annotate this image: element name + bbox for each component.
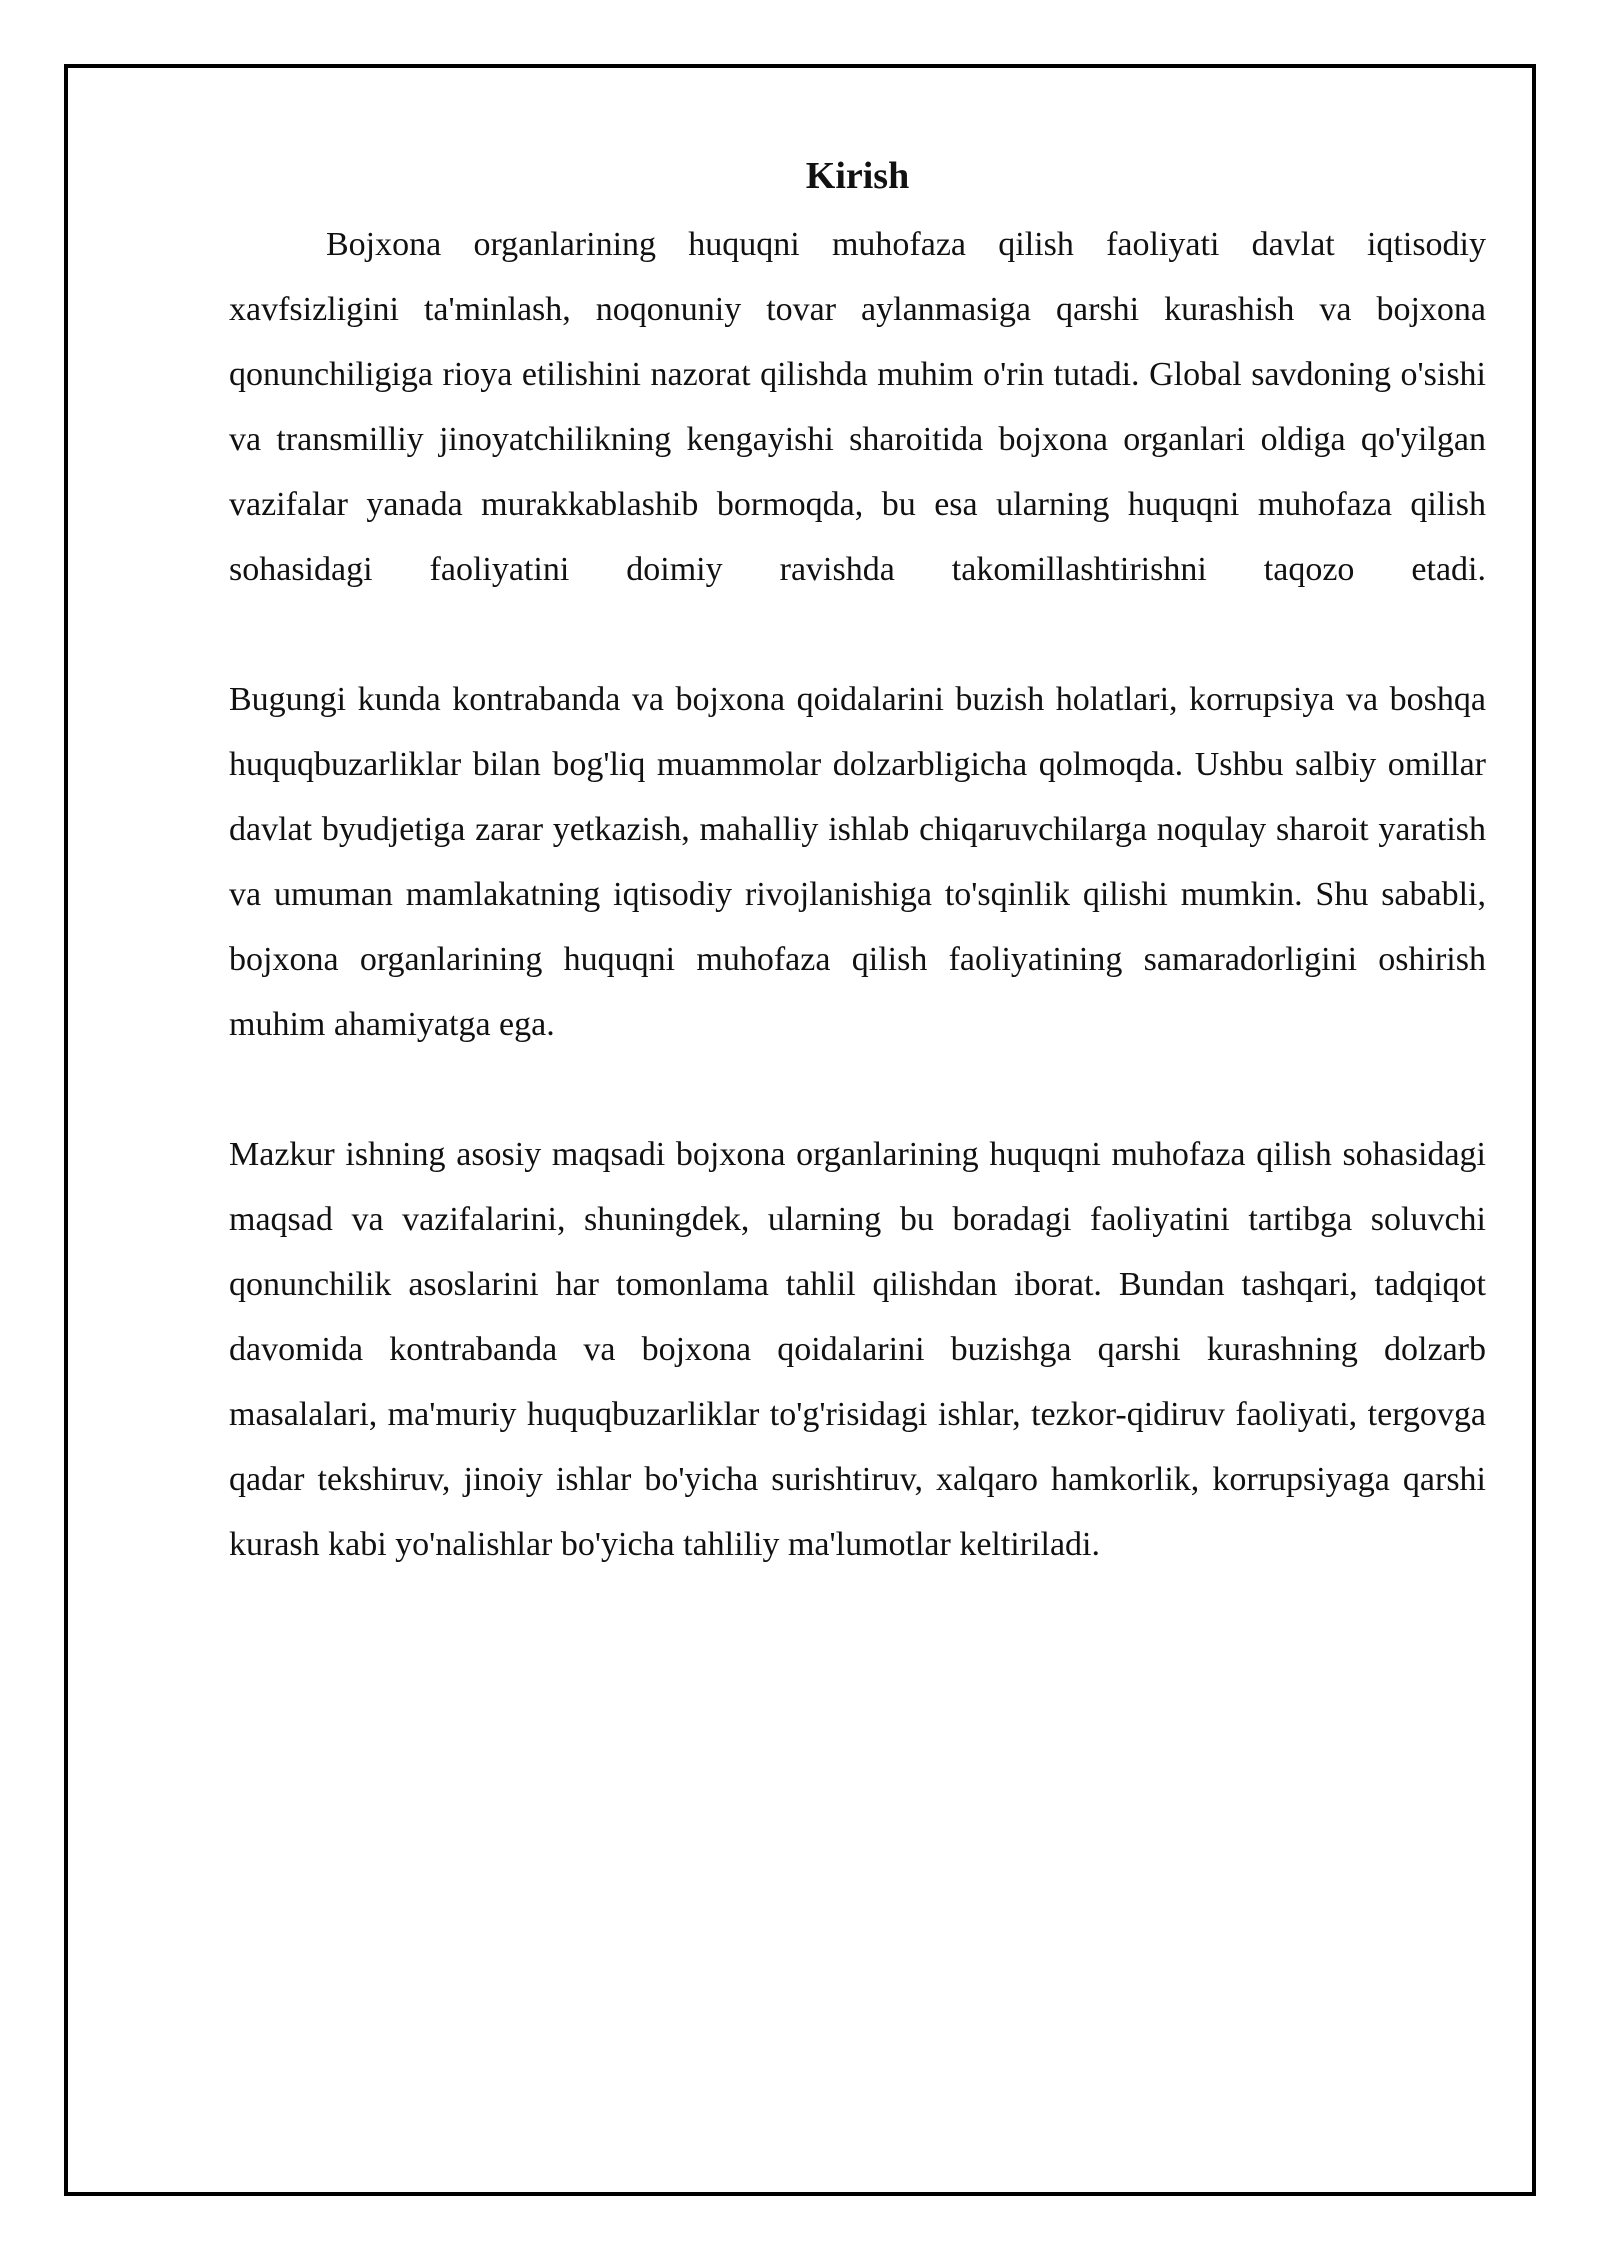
paragraph-gap [229,1057,1486,1122]
paragraph-intro: Bojxona organlarining huquqni muhofaza qilish faoliyati davlat iqtisodiy xavfsizligini ta'minlash, noqonuniy tovar aylanmasiga qarshi kurashish va bojxona qonunchiligiga rioya etilishini nazorat qilishda muhim o'rin tutadi. Global savdoning o'sishi va transmilliy jinoyatchilikning kengayishi sharoitida bojxona organlari oldiga qo'yilgan vazifalar yanada murakkablashib bormoqda, bu esa ularning huquqni muhofaza qilish sohasidagi faoliyatini doimiy ravishda takomillashtirishni taqozo etadi. [229,226,1486,588]
paragraph-gap [229,602,1486,667]
paragraph-problems: Bugungi kunda kontrabanda va bojxona qoidalarini buzish holatlari, korrupsiya va boshqa huquqbuzarliklar bilan bog'liq muammolar dolzarbligicha qolmoqda. Ushbu salbiy omillar davlat byudjetiga zarar yetkazish, mahalliy ishlab chiqaruvchilarga noqulay sharoit yaratish va umuman mamlakatning iqtisodiy rivojlanishiga to'sqinlik qilishi mumkin. Shu sababli, bojxona organlarining huquqni muhofaza qilish faoliyatining samaradorligini oshirish muhim ahamiyatga ega. [229,681,1486,1043]
paragraph-goal: Mazkur ishning asosiy maqsadi bojxona organlarining huquqni muhofaza qilish sohasidagi maqsad va vazifalarini, shuningdek, ularning bu boradagi faoliyatini tartibga soluvchi qonunchilik asoslarini har tomonlama tahlil qilishdan iborat. Bundan tashqari, tadqiqot davomida kontrabanda va bojxona qoidalarini buzishga qarshi kurashning dolzarb masalalari, ma'muriy huquqbuzarliklar to'g'risidagi ishlar, tezkor-qidiruv faoliyati, tergovga qadar tekshiruv, jinoiy ishlar bo'yicha surishtiruv, xalqaro hamkorlik, korrupsiyaga qarshi kurash kabi yo'nalishlar bo'yicha tahliliy ma'lumotlar keltiriladi. [229,1136,1486,1563]
document-body [229,140,1486,1577]
document-title: Kirish [805,155,910,197]
